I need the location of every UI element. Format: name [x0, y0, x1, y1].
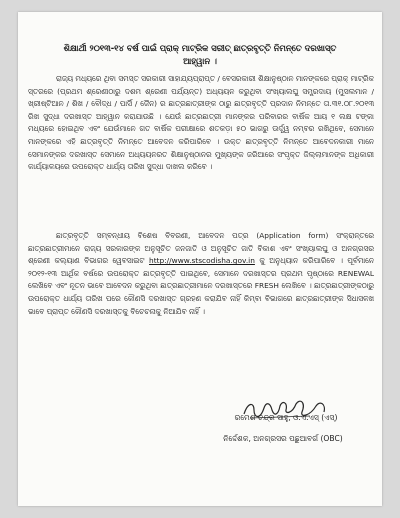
- renewal-keyword: RENEWAL: [337, 268, 374, 278]
- application-form-label: (Application form): [256, 231, 329, 240]
- para2-after-link: କୁ ଅନୁଧ୍ୟାନ କରିପାରିବେ । ପୂର୍ବମାନେ ୨୦୧୨-୧୩ ଆର୍ଥିକ ବର୍ଷରେ ଉପରୋକ୍ତ ଛାତ୍ରବୃତ୍ତି ପାଇଥିବେ, ସେମାନେ ଦରଖାସ୍ତର ପ୍ରଥମ ପୃଷ୍ଠାରେ: [28, 256, 374, 278]
- signatory-designation: ନିର୍ଦ୍ଦେଶକ, ଅନଗ୍ରସର ପଛୁଆବର୍ଗ (OBC): [223, 434, 343, 443]
- fresh-keyword: FRESH: [254, 281, 279, 291]
- document-page: [18, 12, 382, 506]
- paragraph-eligibility: ରାଜ୍ୟ ମଧ୍ୟରେ ଥିବା ସମସ୍ତ ସରକାରୀ ସାହାଯ୍ୟପ୍ରାପ୍ତ / ବେସରକାରୀ ଶିକ୍ଷାନୁଷ୍ଠାନ ମାନଙ୍କରେ ପ୍ରାକ୍ ମାଟ୍ରିକ ସ୍ତରରେ (ପ୍ରଥମ ଶ୍ରେଣୀଠାରୁ ଦଶମ ଶ୍ରେଣୀ ପର୍ଯ୍ୟନ୍ତ) ଅଧ୍ୟୟନ କରୁଥିବା ସଂଖ୍ୟାଲଘୁ ସମ୍ପ୍ରଦାୟ (ମୁସଲମାନ / ଖ୍ରୀଷ୍ଟିଆନ / ଶିଖ / ବୌଦ୍ଧ / ପାର୍ସି / ଜୈନ) ର ଛାତ୍ରଛାତ୍ରୀଙ୍କ ଠାରୁ ଛାତ୍ରବୃତ୍ତି ପ୍ରଦାନ ନିମନ୍ତେ ତା.୩୧.୦୮.୨୦୧୩ ରିଖ ସୁଦ୍ଧା ଦରଖାସ୍ତ ଆହ୍ୱାନ କରାଯାଉଛି । ଯେଉଁ ଛାତ୍ରଛାତ୍ରୀ ମାନଙ୍କର ପରିବାରର ବାର୍ଷିକ ଆୟ ୧ ଲକ୍ଷ ଟଙ୍କା ମଧ୍ୟରେ ହୋଇଥିବ ଏବଂ ଯେଉଁମାନେ ଗତ ବାର୍ଷିକ ପରୀକ୍ଷାରେ ଶତକଡ଼ା ୫୦ ଭାଗରୁ ଊର୍ଦ୍ଧ୍ୱ ନମ୍ବର ରଖିଥିବେ, ସେମାନେ ମାନଙ୍କରେ ଏହି ଛାତ୍ରବୃତ୍ତି ନିମନ୍ତେ ଆବେଦନ କରିପାରିବେ । ଉକ୍ତ ଛାତ୍ରବୃତ୍ତି ନିମନ୍ତେ ଆବେଦନକାରୀ ମାନେ ସେମାନଙ୍କର ଦରଖାସ୍ତ ସେମାନେ ଅଧ୍ୟୟନରତ ଶିକ୍ଷାନୁଷ୍ଠାନର ମୁଖ୍ୟଙ୍କ ଜରିଆରେ ସଂପୃକ୍ତ ଜିଲ୍ଲାମାନଙ୍କ ଅଧିକାରୀ କାର୍ଯ୍ୟାଳୟରେ ଉପରୋକ୍ତ ଧାର୍ଯ୍ୟ ତାରିଖ ସୁଦ୍ଧା ଦାଖଲ କରିବେ ।: [28, 74, 374, 172]
- para2-middle-2: ଲେଖିବେ ଏବଂ ନୂତନ ଭାବେ ଆବେଦନ କରୁଥିବା ଛାତ୍ରଛାତ୍ରୀମାନେ ଦରଖାସ୍ତରେ: [28, 281, 255, 291]
- para2-middle: ସଂକ୍ରାନ୍ତରେ ଛାତ୍ରଛାତ୍ରୀମାନେ ରାଜ୍ୟ ସରକାରଙ୍କ ଅନୁସୂଚିତ ଜନଜାତି ଓ ଅନୁସୂଚିତ ଜାତି ବିକାଶ ଏବଂ ସଂଖ୍ୟାଲଘୁ ଓ ଅନଗ୍ରସର ଶ୍ରେଣୀ କଲ୍ୟାଣ ବିଭାଗର ୱେବସାଇଟ: [28, 231, 374, 266]
- paragraph-instructions: [28, 230, 374, 318]
- website-link[interactable]: http://www.stscodisha.gov.in: [149, 256, 255, 266]
- para2-intro: ଛାତ୍ରବୃତ୍ତି ସମ୍ବନ୍ଧୀୟ ବିଶେଷ ବିବରଣୀ, ଆବେଦନ ପତ୍ର: [56, 231, 257, 240]
- notice-title: ଶିକ୍ଷାର୍ଥୀ ୨୦୧୩-୧୪ ବର୍ଷ ପାଇଁ ପ୍ରାକ୍ ମାଟ୍ରିକ ସରୀତ୍ ଛାତ୍ରବୃତ୍ତି ନିମନ୍ତେ ଦରଖାସ୍ତ ଆହ୍ୱାନ ।: [63, 43, 337, 66]
- para2-end: ଲେଖିବେ । ଛାତ୍ରଛାତ୍ରୀଙ୍କଠାରୁ ଉପରୋକ୍ତ ଧାର୍ଯ୍ୟ ତାରିଖ ପରେ କୌଣସି ଦରଖାସ୍ତ ଗ୍ରହଣ କରାଯିବ ନାହିଁ କିମ୍ବା ବିଭାଗରେ ଛାତ୍ରଛାତ୍ରୀଙ୍କ ସିଧାସଳଖ ଭାବେ ପ୍ରାପ୍ତ କୌଣସି ଦରଖାସ୍ତକୁ ବିଚେଚନାକୁ ନିଆଯିବ ନାହିଁ ।: [28, 281, 374, 316]
- signatory-name: ରମେଶ ଚନ୍ଦ୍ର ସାହୁ, ଓ.ଏ.ଏସ୍ (ଏସ୍): [234, 413, 338, 422]
